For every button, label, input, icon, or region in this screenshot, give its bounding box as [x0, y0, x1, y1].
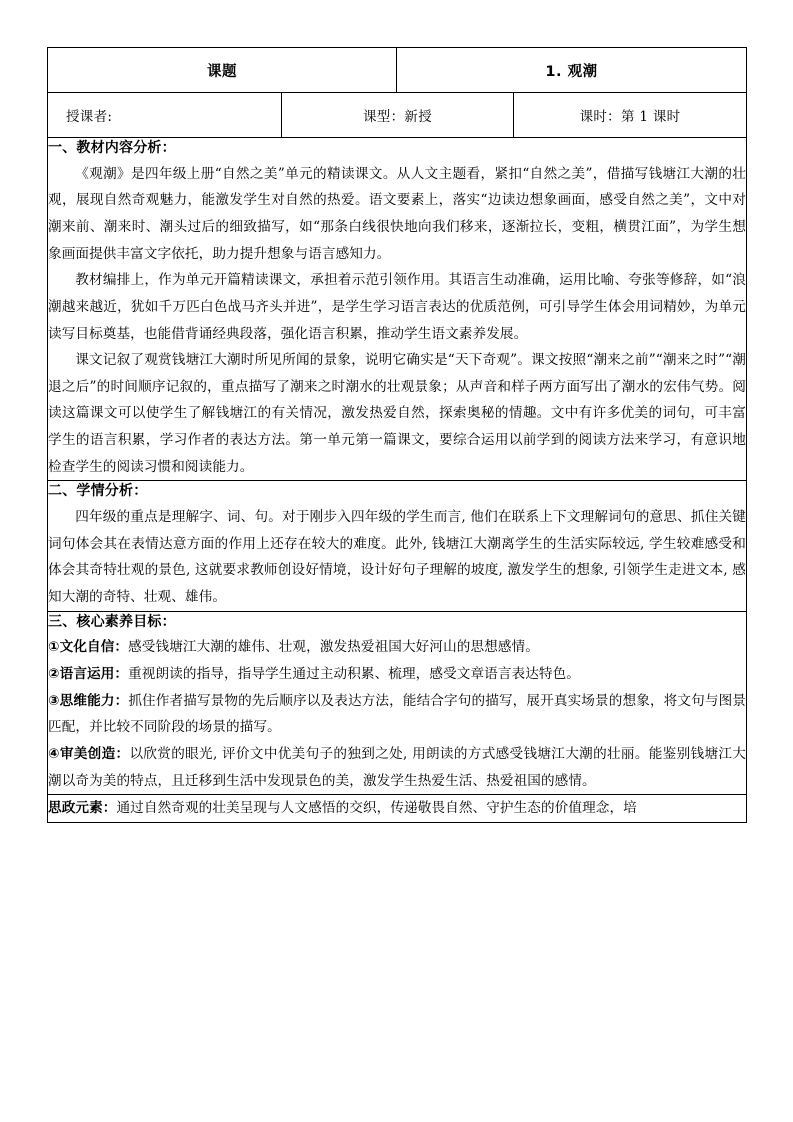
- goal-text: 以欣赏的眼光, 评价文中优美句子的独到之处, 用朗读的方式感受钱塘江大潮的壮丽。能鉴别钱塘江大潮以奇为美的特点，且迁移到生活中发现景色的美，激发学生热爱生活、热爱祖国的感情。: [48, 745, 746, 789]
- table-row-section-student-analysis: [48, 481, 747, 611]
- class-type-label: 课型：新授: [363, 109, 432, 125]
- teacher-label: 授课者:: [66, 109, 113, 125]
- goal-marker: ②: [48, 665, 60, 682]
- goal-separator: ：: [114, 692, 129, 709]
- section-heading: 二、学情分析：: [48, 483, 148, 500]
- goal-key: 文化自信: [59, 639, 115, 656]
- table-row-topic: [48, 48, 747, 93]
- ideology-separator: ：: [102, 800, 117, 817]
- table-row-meta: [48, 93, 747, 138]
- topic-value-cell: [397, 48, 747, 93]
- goal-item: [48, 741, 746, 794]
- ideology-key: 思政元素: [48, 800, 103, 817]
- goal-separator: ：: [114, 665, 129, 682]
- goal-text: 重视朗读的指导，指导学生通过主动积累、梳理，感受文章语言表达特色。: [128, 665, 581, 682]
- goal-key: 思维能力: [59, 692, 115, 709]
- goal-separator: ：: [114, 639, 129, 656]
- topic-label-cell: [48, 48, 397, 93]
- section-paragraph: 《观潮》是四年级上册“自然之美”单元的精读课文。从人文主题看，紧扣“自然之美”，借描写钱塘江大潮的壮观，展现自然奇观魅力，能激发学生对自然的热爱。语文要素上，落实“边读边想象画面，感受自然之美”，文中对潮来前、潮来时、潮头过后的细致描写，如“那条白线很快地向我们移来，逐渐拉长，变粗，横贯江面”，为学生想象画面提供丰富文字依托，助力提升想象与语言感知力。: [48, 165, 746, 262]
- section-ideological-elements: [48, 795, 747, 823]
- class-type-cell: [282, 93, 514, 138]
- goal-marker: ①: [48, 639, 60, 656]
- goal-key: 审美创造: [59, 745, 116, 762]
- goal-marker: ③: [48, 692, 60, 709]
- goal-item: [48, 661, 746, 688]
- period-cell: [514, 93, 747, 138]
- section-heading: 一、教材内容分析：: [48, 140, 176, 156]
- section-paragraph: 课文记叙了观赏钱塘江大潮时所见所闻的景象，说明它确实是“天下奇观”。课文按照“潮来之前”“潮来之时”“潮退之后”的时间顺序记叙的，重点描写了潮来之时潮水的壮观景象；从声音和样子两方面写出了潮水的宏伟气势。阅读这篇课文可以使学生了解钱塘江的有关情况，激发热爱自然，探索奥秘的情趣。文中有许多优美的词句，可丰富学生的语言积累，学习作者的表达方法。第一单元第一篇课文，要综合运用以前学到的阅读方法来学习，有意识地检查学生的阅读习惯和阅读能力。: [48, 352, 746, 475]
- table-row-section-material-analysis: [48, 138, 747, 481]
- section-student-analysis: [48, 481, 747, 611]
- ideology-line: [48, 795, 746, 822]
- goal-text: 抓住作者描写景物的先后顺序以及表达方法，能结合字句的描写，展开真实场景的想象，将文句与图景匹配，并比较不同阶段的场景的描写。: [48, 692, 746, 736]
- goal-item: [48, 688, 746, 741]
- lesson-plan-table: [47, 47, 747, 823]
- section-paragraph: 四年级的重点是理解字、词、句。对于刚步入四年级的学生而言, 他们在联系上下文理解词句的意思、抓住关键词句体会其在表情达意方面的作用上还存在较大的难度。此外, 钱塘江大潮离学生的生活实际较远, 学生较难感受和体会其奇特壮观的景色, 这就要求教师创设好情境，设计好句子理解的坡度, 激发学生的想象, 引领学生走进文本, 感知大潮的奇特、壮观、雄伟。: [48, 509, 746, 605]
- section-core-literacy-goals: [48, 611, 747, 795]
- teacher-cell: [48, 93, 282, 138]
- period-label: 课时：第 1 课时: [579, 109, 681, 125]
- topic-label: 课题: [207, 63, 237, 80]
- goal-item: [48, 634, 746, 661]
- topic-value: 1. 观潮: [545, 63, 598, 80]
- goal-text: 感受钱塘江大潮的雄伟、壮观，激发热爱祖国大好河山的思想感情。: [128, 639, 539, 656]
- goal-separator: ：: [115, 745, 130, 762]
- table-row-section-core-goals: [48, 611, 747, 795]
- table-row-section-ideology: [48, 795, 747, 823]
- goal-marker: ④: [48, 745, 60, 762]
- section-heading: 三、核心素养目标：: [48, 613, 176, 630]
- goal-key: 语言运用: [59, 665, 115, 682]
- section-paragraph: 教材编排上，作为单元开篇精读课文，承担着示范引领作用。其语言生动准确，运用比喻、夸张等修辞，如“浪潮越来越近，犹如千万匹白色战马齐头并进”，是学生学习语言表达的优质范例，可引导学生体会用词精妙，为单元读写目标奠基，也能借背诵经典段落，强化语言积累，推动学生语文素养发展。: [48, 272, 746, 342]
- ideology-text: 通过自然奇观的壮美呈现与人文感悟的交织，传递敬畏自然、守护生态的价值理念，培: [116, 800, 637, 817]
- section-material-analysis: [48, 138, 747, 481]
